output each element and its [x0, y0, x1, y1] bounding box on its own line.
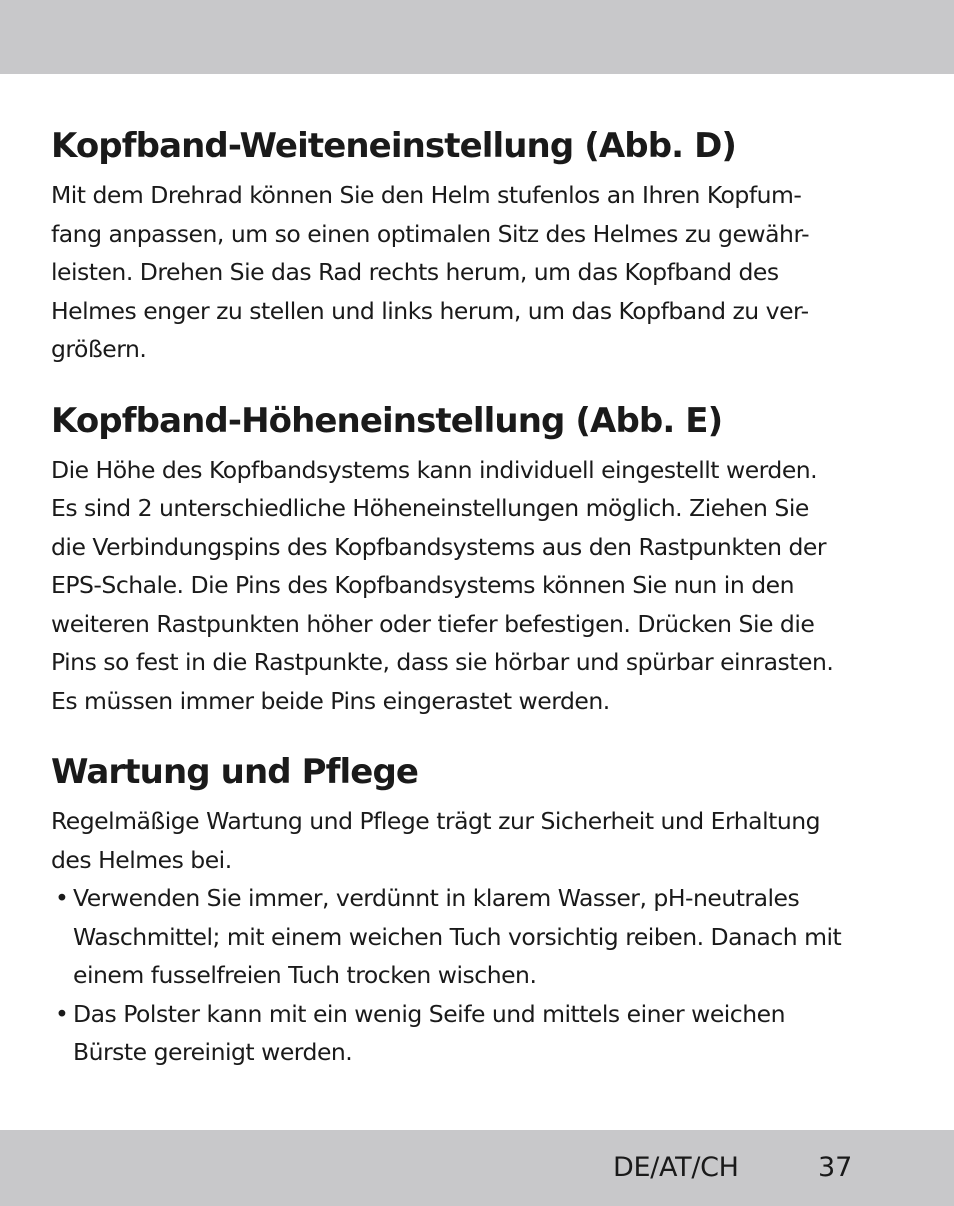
section-heading-maintenance: Wartung und Pflege	[51, 752, 419, 792]
text-line: Die Höhe des Kopfbandsystems kann individuell eingestellt werden.	[51, 455, 818, 484]
list-item	[51, 879, 911, 995]
list-item	[51, 995, 911, 1072]
maintenance-bullet-list	[51, 879, 911, 1072]
footer-bar	[0, 1130, 954, 1206]
bullet-icon: •	[55, 884, 69, 912]
text-line: Regelmäßige Wartung und Pflege trägt zur Sicherheit und Erhaltung	[51, 807, 821, 835]
text-line: Waschmittel; mit einem weichen Tuch vorsichtig reiben. Danach mit	[73, 922, 842, 951]
text-line: die Verbindungspins des Kopfbandsystems aus den Rastpunkten der	[51, 532, 827, 561]
page-number: 37	[818, 1152, 853, 1183]
text-line: des Helmes bei.	[51, 845, 232, 874]
height-adjustment-paragraph	[51, 451, 911, 721]
width-adjustment-paragraph	[51, 176, 911, 369]
text-line: einem fusselfreien Tuch trocken wischen.	[73, 961, 537, 989]
text-line: leisten. Drehen Sie das Rad rechts herum, um das Kopfband des	[51, 258, 779, 286]
section-heading-height-adjustment: Kopfband-Höheneinstellung (Abb. E)	[51, 400, 723, 441]
text-line: Helmes enger zu stellen und links herum, um das Kopfband zu ver-	[51, 296, 809, 325]
text-line: EPS-Schale. Die Pins des Kopfbandsystems können Sie nun in den	[51, 571, 794, 599]
text-line: weiteren Rastpunkten höher oder tiefer befestigen. Drücken Sie die	[51, 609, 815, 638]
header-bar	[0, 0, 954, 74]
page-content	[51, 124, 911, 1072]
text-line: Es sind 2 unterschiedliche Höheneinstellungen möglich. Ziehen Sie	[51, 494, 809, 522]
text-line: Es müssen immer beide Pins eingerastet werden.	[51, 686, 610, 715]
text-line: fang anpassen, um so einen optimalen Sitz des Helmes zu gewähr-	[51, 219, 810, 248]
text-line: Pins so fest in die Rastpunkte, dass sie hörbar und spürbar einrasten.	[51, 648, 834, 676]
text-line: Verwenden Sie immer, verdünnt in klarem Wasser, pH-neutrales	[73, 884, 800, 912]
text-line: größern.	[51, 335, 147, 363]
maintenance-paragraph	[51, 802, 911, 879]
bullet-icon: •	[55, 999, 69, 1028]
footer-region-label: DE/AT/CH	[613, 1152, 739, 1183]
text-line: Mit dem Drehrad können Sie den Helm stufenlos an Ihren Kopfum-	[51, 181, 802, 209]
text-line: Bürste gereinigt werden.	[73, 1038, 353, 1066]
text-line: Das Polster kann mit ein wenig Seife und mittels einer weichen	[73, 999, 785, 1028]
section-heading-width-adjustment: Kopfband-Weiteneinstellung (Abb. D)	[51, 126, 737, 166]
